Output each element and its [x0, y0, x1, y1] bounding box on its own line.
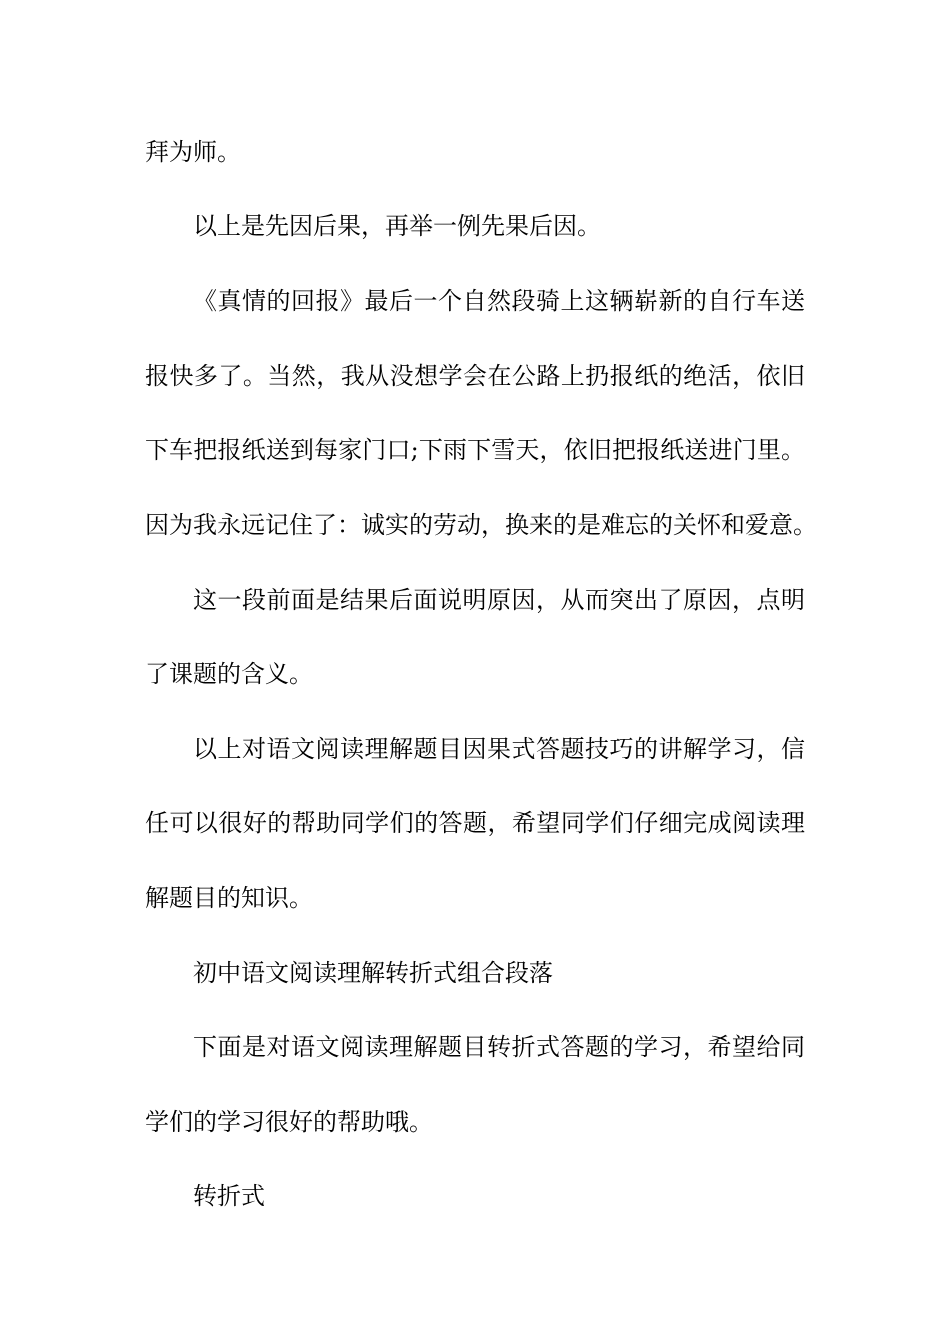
text-line	[0, 430, 950, 470]
line-text: 下车把报纸送到每家门口;下雨下雪天，依旧把报纸送进门里。	[145, 436, 805, 464]
text-line	[0, 1102, 950, 1142]
line-text: 解题目的知识。	[145, 884, 313, 912]
line-text: 任可以很好的帮助同学们的答题，希望同学们仔细完成阅读理	[145, 809, 805, 837]
line-text: 因为我永远记住了：诚实的劳动，换来的是难忘的关怀和爱意。	[145, 511, 817, 539]
text-line	[0, 132, 950, 172]
text-line	[0, 206, 950, 246]
text-line	[0, 580, 950, 620]
text-line	[0, 505, 950, 545]
text-line	[0, 878, 950, 918]
line-text: 《真情的回报》最后一个自然段骑上这辆崭新的自行车送	[193, 287, 805, 315]
text-line	[0, 1027, 950, 1067]
line-text: 以上是先因后果，再举一例先果后因。	[193, 212, 601, 240]
line-text: 这一段前面是结果后面说明原因，从而突出了原因，点明	[193, 586, 805, 614]
line-text: 报快多了。当然，我从没想学会在公路上扔报纸的绝活，依旧	[145, 362, 805, 390]
line-text: 拜为师。	[145, 138, 241, 166]
line-text: 学们的学习很好的帮助哦。	[145, 1108, 433, 1136]
text-line	[0, 953, 950, 993]
text-line	[0, 654, 950, 694]
line-text: 以上对语文阅读理解题目因果式答题技巧的讲解学习，信	[193, 735, 805, 763]
line-text: 了课题的含义。	[145, 660, 313, 688]
text-line	[0, 1176, 950, 1216]
line-text: 下面是对语文阅读理解题目转折式答题的学习，希望给同	[193, 1033, 805, 1061]
subsection-heading: 转折式	[193, 1182, 265, 1210]
section-heading: 初中语文阅读理解转折式组合段落	[193, 959, 553, 987]
text-line	[0, 729, 950, 769]
text-line	[0, 803, 950, 843]
text-line	[0, 356, 950, 396]
text-line	[0, 281, 950, 321]
